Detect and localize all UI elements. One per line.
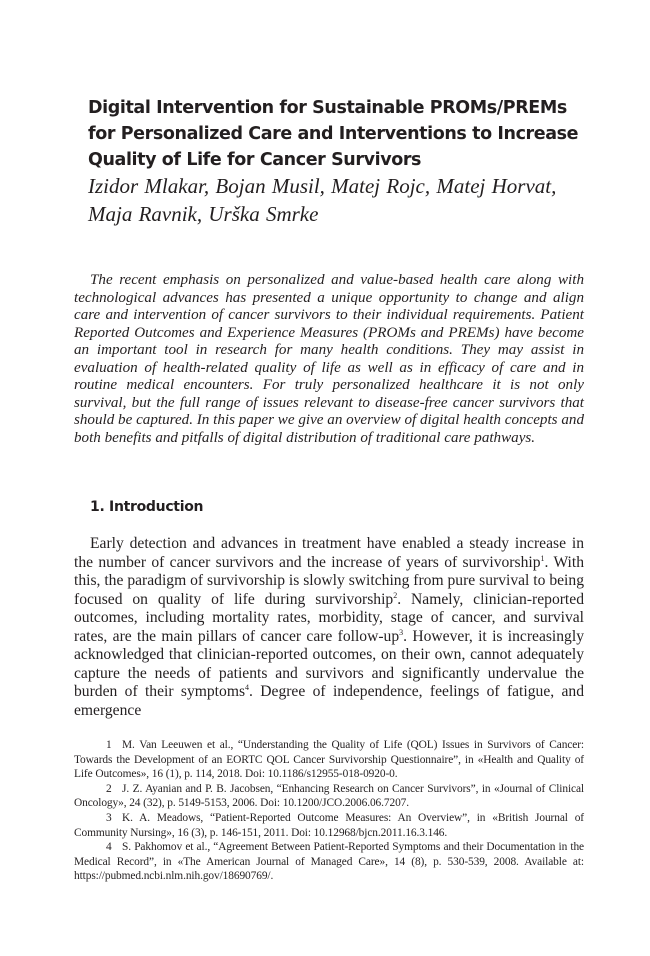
footnote-number: 2: [106, 782, 112, 795]
text-run: . Namely, clinician-reported outcomes, including mortality rates, morbidity, stage of cancer, and survival rates, are the main pillars of cancer care follow-up: [74, 590, 584, 645]
footnote-ref[interactable]: 2: [393, 590, 398, 600]
footnote-ref[interactable]: 3: [399, 627, 404, 637]
footnote-number: 3: [106, 811, 112, 824]
text-run: . However, it is increasingly acknowledged that clinician-reported outcomes, on their own, cannot adequately capture the needs of patients and survivors and significantly undervalue the burden of their symptoms: [74, 627, 584, 700]
footnote: [74, 840, 584, 884]
text-run: Early detection and advances in treatment have enabled a steady increase in the number of cancer survivors and the increase of years of survivorship: [74, 535, 584, 571]
footnote: [74, 811, 584, 840]
footnote: [74, 782, 584, 811]
footnote: [74, 738, 584, 782]
footnote-text: M. Van Leeuwen et al., “Understanding the Quality of Life (QOL) Issues in Survivors of Cancer: Towards the Development of an EORTC QOL Cancer Survivorship Questionnaire”, in «Health and Quality of Life Outcomes», 16 (1), p. 114, 2018. Doi: 10.1186/s12955-018-0920-0.: [74, 739, 584, 781]
footnote-text: K. A. Meadows, “Patient-Reported Outcome Measures: An Overview”, in «British Journal of Community Nursing», 16 (3), p. 146-151, 2011. Doi: 10.12968/bjcn.2011.16.3.146.: [74, 811, 584, 839]
abstract: The recent emphasis on personalized and value-based health care along with technological advances has presented a unique opportunity to change and align care and intervention of cancer survivors to their individual requirements. Patient Reported Outcomes and Experience Measures (PROMs and PREMs) have become an important tool in research for many health conditions. They may assist in evaluation of health-related quality of life as well as in efficacy of care and in routine medical encounters. For truly personalized healthcare it is not only survival, but the full range of issues relevant to disease-free cancer survivors that should be captured. In this paper we give an overview of digital health concepts and both benefits and pitfalls of digital distribution of traditional care pathways.: [74, 272, 584, 446]
footnote-text: J. Z. Ayanian and P. B. Jacobsen, “Enhancing Research on Cancer Survivors”, in «Journal of Clinical Oncology», 24 (32), p. 5149-5153, 2006. Doi: 10.1200/JCO.2006.06.7207.: [74, 782, 584, 810]
footnote-list: [74, 738, 584, 884]
footnote-ref[interactable]: 1: [540, 553, 545, 563]
paper-title: Digital Intervention for Sustainable PROMs/PREMs for Personalized Care and Interventions to Increase Quality of Life for Cancer Survivors: [88, 98, 579, 170]
section-heading: 1. Introduction: [90, 499, 204, 515]
author-list: Izidor Mlakar, Bojan Musil, Matej Rojc, Matej Horvat, Maja Ravnik, Urška Smrke: [88, 174, 557, 226]
text-run: . With this, the paradigm of survivorship is slowly switching from pure survival to being focused on quality of life during survivorship: [74, 553, 585, 608]
intro-paragraph: [74, 535, 584, 720]
text-run: . Degree of independence, feelings of fatigue, and emergence: [74, 683, 584, 719]
footnote-number: 1: [106, 739, 112, 751]
footnote-number: 4: [106, 841, 112, 854]
footnote-text: S. Pakhomov et al., “Agreement Between Patient-Reported Symptoms and their Documentation in the Medical Record”, in «The American Journal of Managed Care», 14 (8), p. 530-539, 2008. Available at: https://pubmed.ncbi.nlm.nih.gov/18690769/.: [74, 841, 584, 883]
footnote-ref[interactable]: 4: [245, 683, 250, 692]
